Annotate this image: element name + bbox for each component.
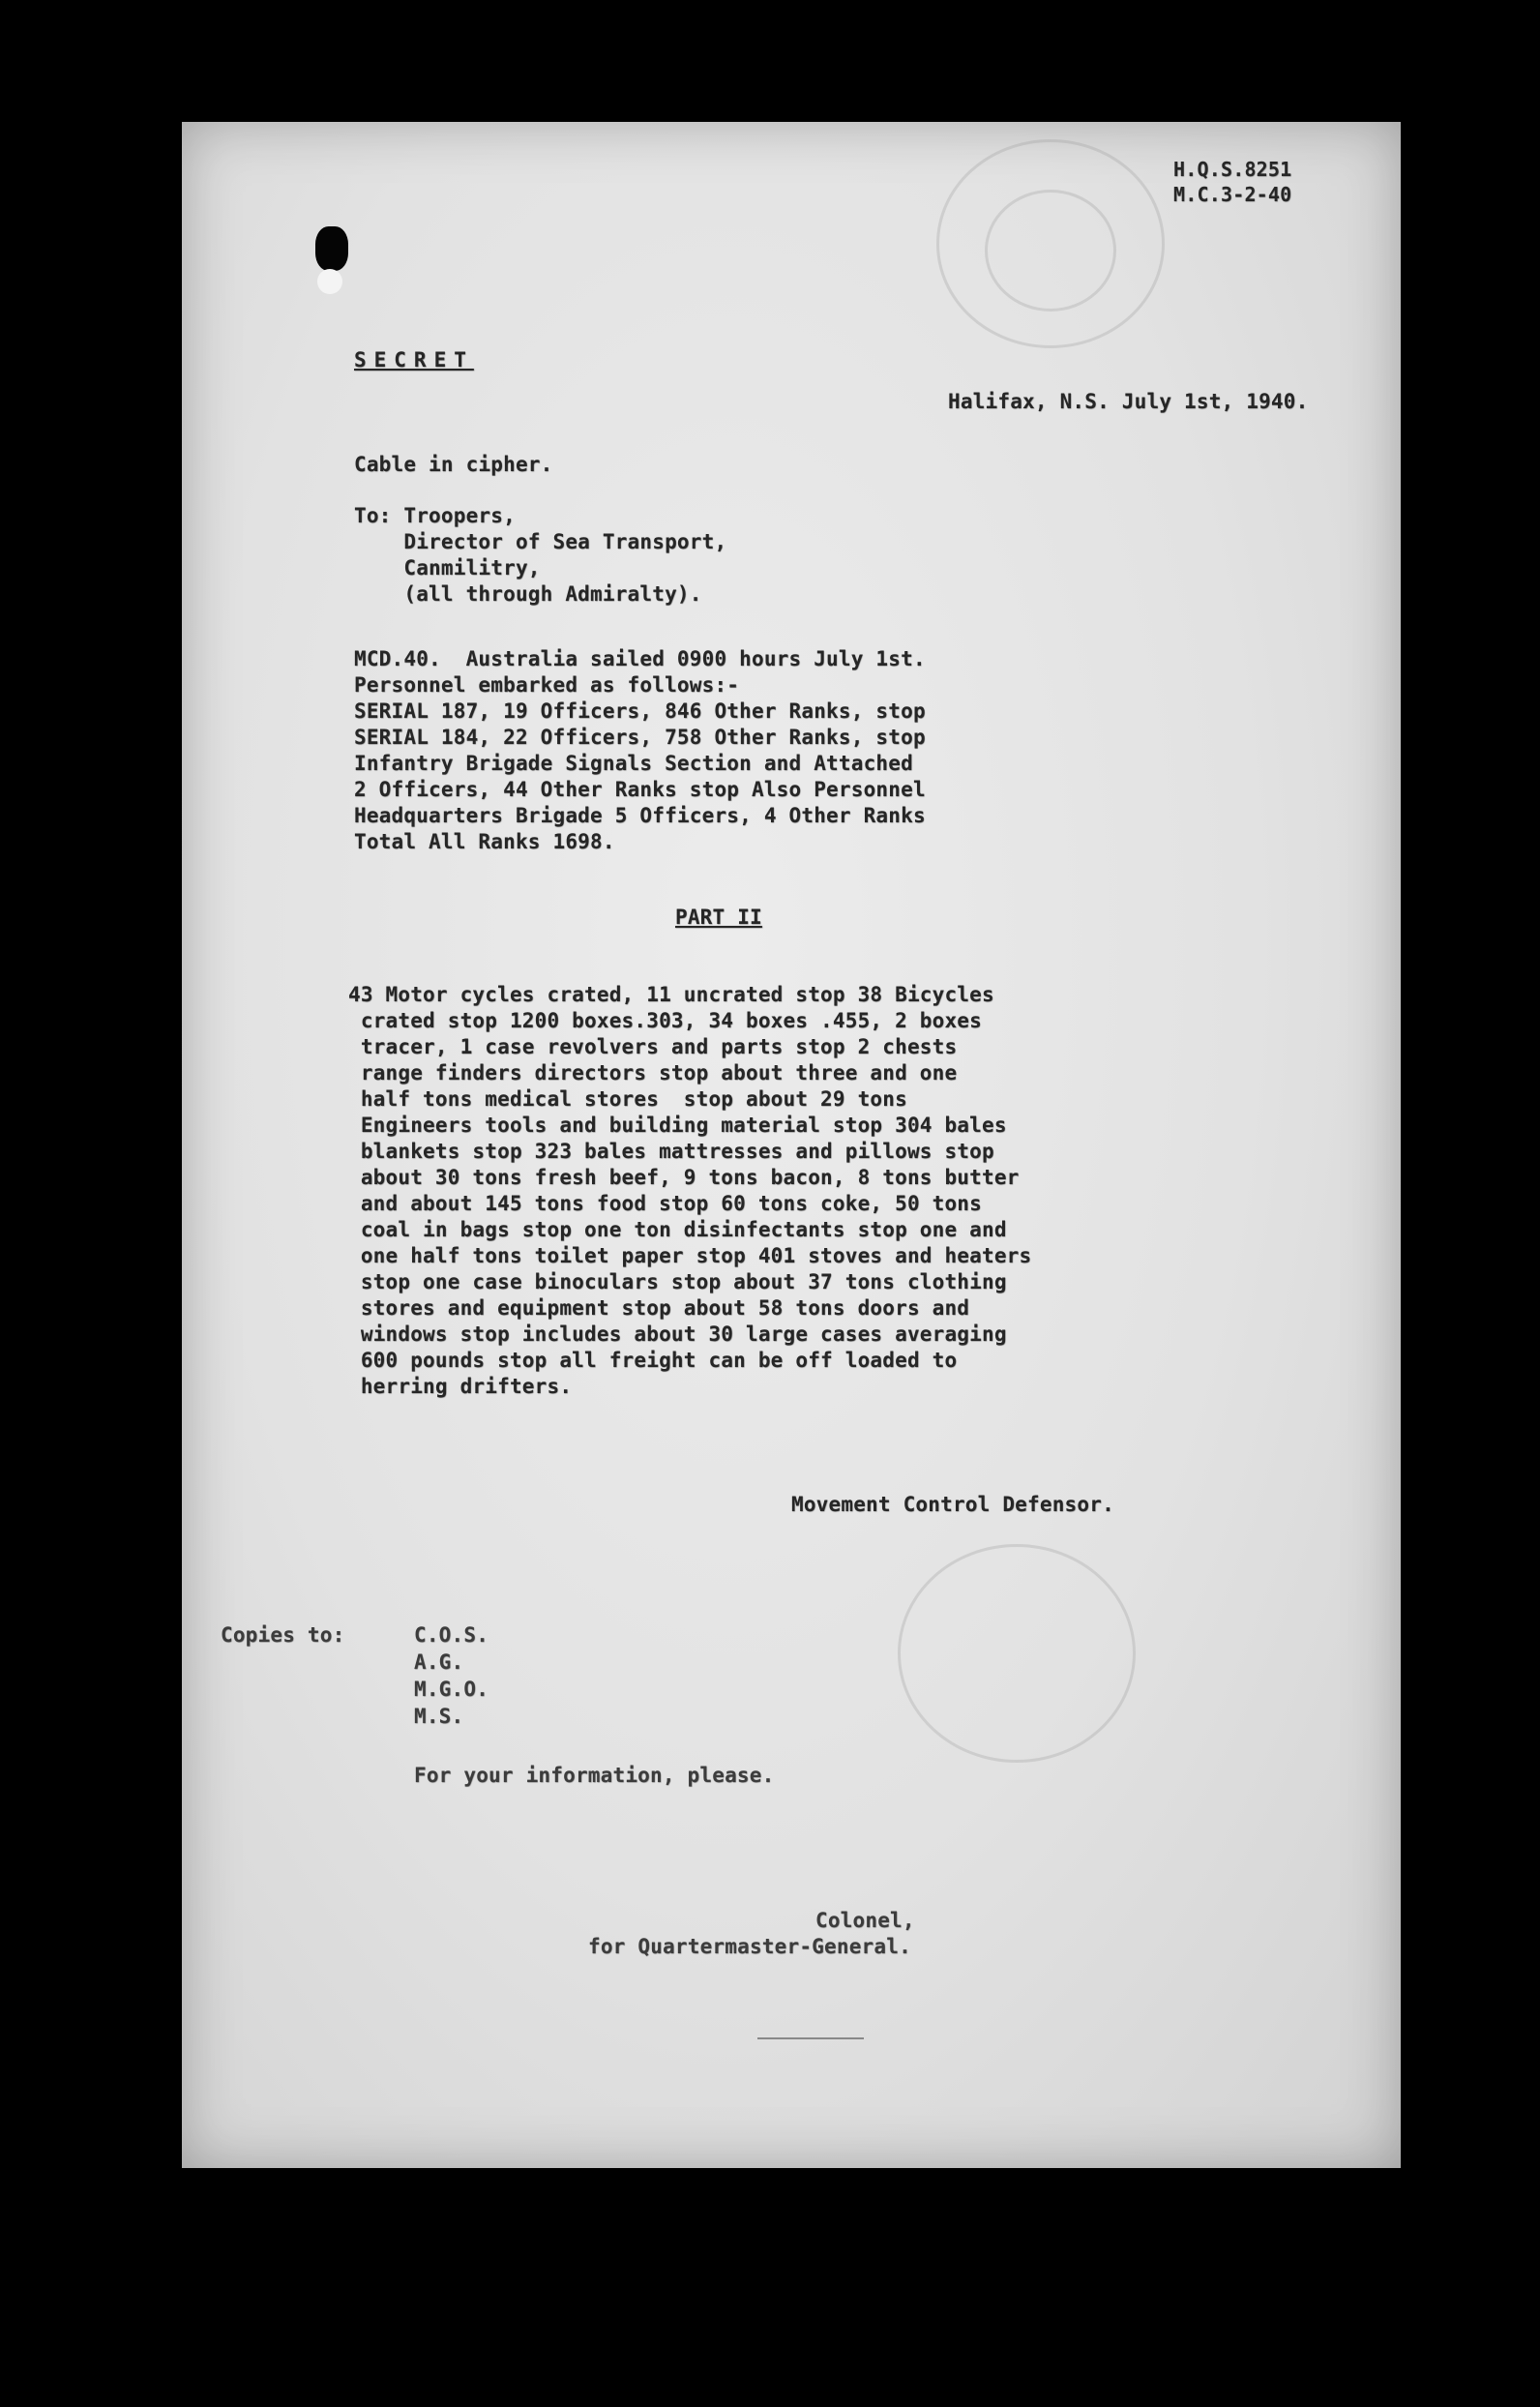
body-line: SERIAL 184, 22 Officers, 758 Other Ranks, stop <box>354 726 926 749</box>
body-line: blankets stop 323 bales mattresses and pillows stop <box>348 1140 994 1163</box>
copies-item: M.G.O. <box>414 1678 489 1701</box>
body-line: tracer, 1 case revolvers and parts stop 2 chests <box>348 1035 958 1058</box>
addressee-line: To: Troopers, <box>354 504 516 527</box>
body-line: range finders directors stop about three and one <box>348 1061 958 1085</box>
body-line: herring drifters. <box>348 1375 573 1398</box>
body-line: half tons medical stores stop about 29 tons <box>348 1087 907 1111</box>
body-line: about 30 tons fresh beef, 9 tons bacon, 8 tons butter <box>348 1166 1020 1189</box>
addressee-line: Canmilitry, <box>354 556 541 579</box>
inner-stamp-icon <box>985 190 1116 312</box>
lower-stamp-icon <box>898 1544 1136 1763</box>
body-line: 2 Officers, 44 Other Ranks stop Also Personnel <box>354 778 926 801</box>
addressee-line: (all through Admiralty). <box>354 582 702 606</box>
sender-line: Movement Control Defensor. <box>791 1493 1114 1516</box>
copies-item: M.S. <box>414 1705 464 1728</box>
body-line: Infantry Brigade Signals Section and Attached <box>354 752 913 775</box>
signature-for: for Quartermaster-General. <box>588 1935 911 1958</box>
body-line: 600 pounds stop all freight can be off loaded to <box>348 1349 958 1372</box>
file-ref-2: M.C.3-2-40 <box>1173 183 1292 206</box>
body-line: one half tons toilet paper stop 401 stoves and heaters <box>348 1244 1032 1267</box>
addressee-line: Director of Sea Transport, <box>354 530 727 553</box>
copies-label: Copies to: <box>221 1623 345 1647</box>
punch-hole-icon <box>315 226 348 271</box>
body-line: 43 Motor cycles crated, 11 uncrated stop 38 Bicycles <box>348 983 994 1006</box>
cable-line: Cable in cipher. <box>354 453 553 476</box>
body-line: MCD.40. Australia sailed 0900 hours July 1st. <box>354 647 926 670</box>
classification-heading: SECRET <box>354 348 474 371</box>
body-line: Headquarters Brigade 5 Officers, 4 Other Ranks <box>354 804 926 827</box>
copies-item: C.O.S. <box>414 1623 489 1647</box>
signature-title: Colonel, <box>815 1909 915 1932</box>
body-line: SERIAL 187, 19 Officers, 846 Other Ranks, stop <box>354 699 926 723</box>
copies-item: A.G. <box>414 1650 464 1674</box>
info-line: For your information, please. <box>414 1764 775 1787</box>
body-line: Engineers tools and building material stop 304 bales <box>348 1114 1007 1137</box>
body-line: coal in bags stop one ton disinfectants stop one and <box>348 1218 1007 1241</box>
body-line: stop one case binoculars stop about 37 tons clothing <box>348 1270 1007 1293</box>
file-ref-1: H.Q.S.8251 <box>1173 158 1292 181</box>
body-line: stores and equipment stop about 58 tons doors and <box>348 1296 970 1320</box>
punch-hole-light-icon <box>317 269 342 294</box>
divider-mark <box>757 2037 864 2039</box>
body-line: Total All Ranks 1698. <box>354 830 615 853</box>
part-heading: PART II <box>675 906 762 929</box>
body-line: Personnel embarked as follows:- <box>354 673 740 697</box>
document-page <box>182 122 1401 2168</box>
body-line: and about 145 tons food stop 60 tons coke, 50 tons <box>348 1192 982 1215</box>
body-line: windows stop includes about 30 large cases averaging <box>348 1322 1007 1346</box>
place-date: Halifax, N.S. July 1st, 1940. <box>948 390 1309 413</box>
body-line: crated stop 1200 boxes.303, 34 boxes .455, 2 boxes <box>348 1009 982 1032</box>
